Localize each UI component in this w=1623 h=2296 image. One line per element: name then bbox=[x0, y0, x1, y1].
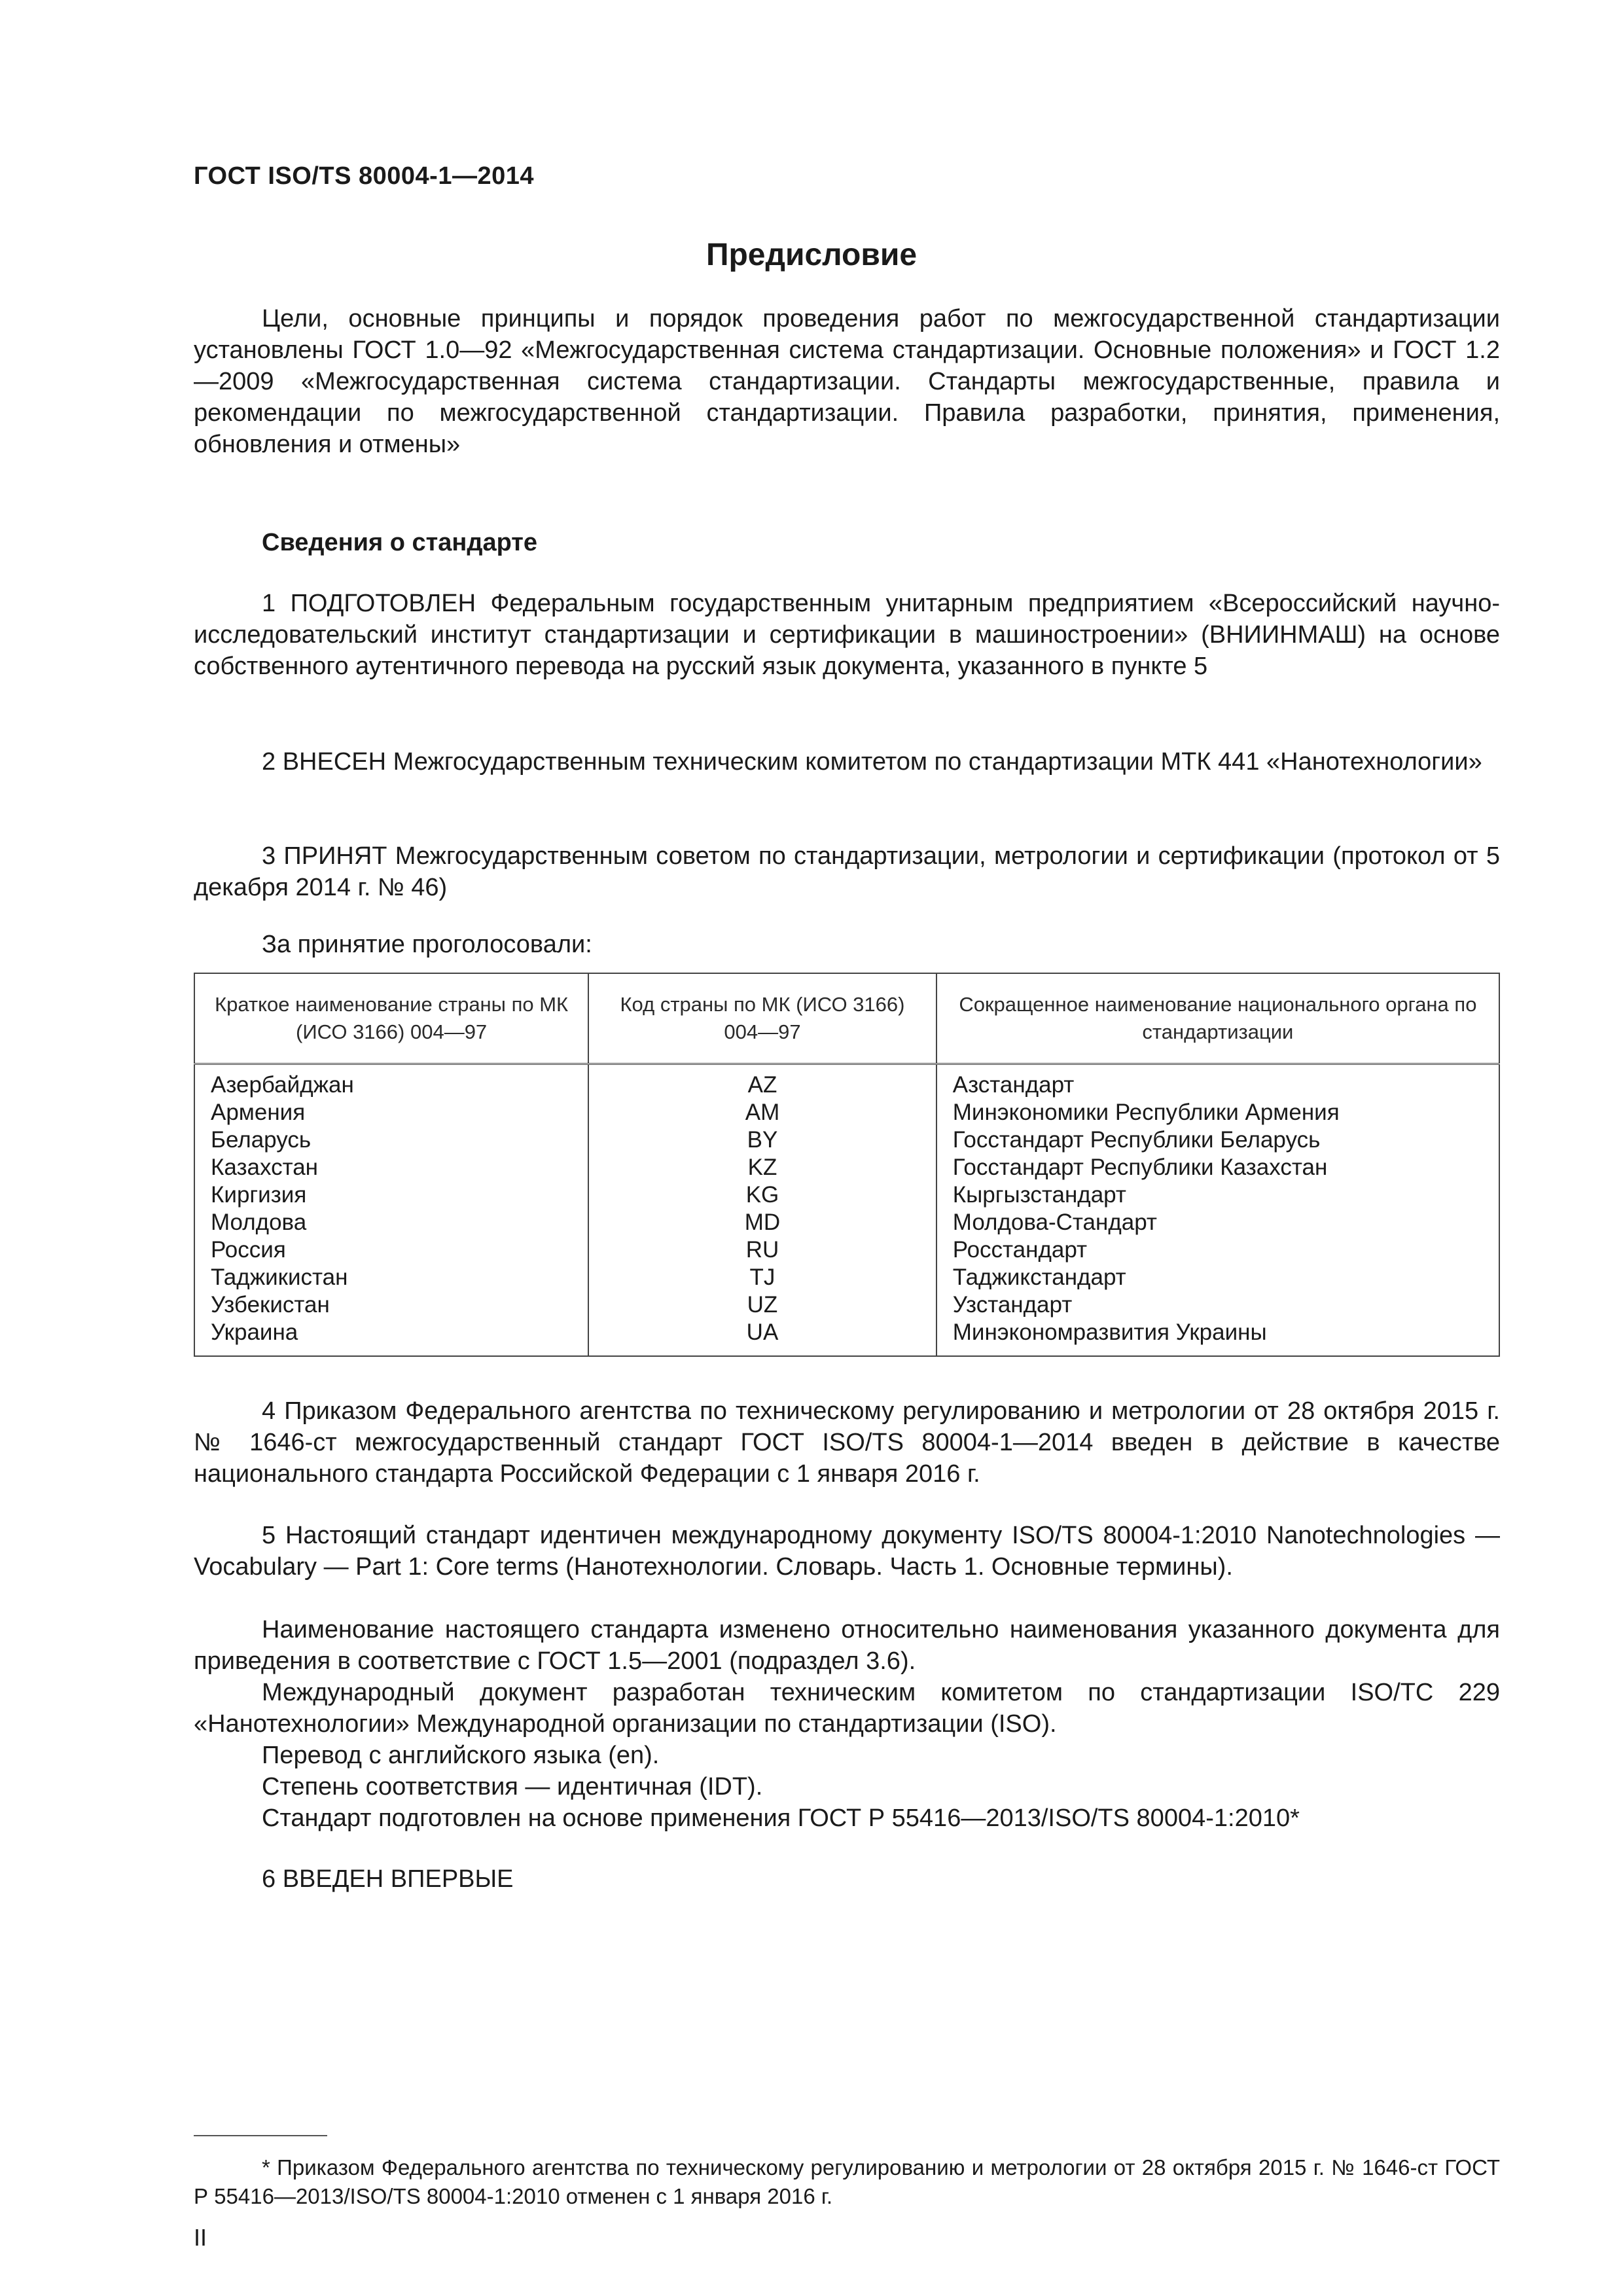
preface-title: Предисловие bbox=[705, 238, 918, 272]
table-cell: KZ bbox=[747, 1155, 777, 1180]
table-cell: UZ bbox=[747, 1292, 778, 1318]
table-cell: Минэкономразвития Украины bbox=[952, 1319, 1267, 1345]
page-number: II bbox=[194, 2224, 207, 2251]
table-cell: Госстандарт Республики Казахстан bbox=[952, 1155, 1328, 1180]
table-cell: Таджикстандарт bbox=[952, 1265, 1126, 1290]
preface-paragraph: Цели, основные принципы и порядок проведения работ по межгосударственной стандартизации установлены ГОСТ 1.0—92 «Межгосударственная система стандартизации. Основные положения» и ГОСТ 1.2—2009 «Межгосударственная система стандартизации. Стандарты межгосударственные, правила и рекомендации по межгосударственной стандартизации. Правила разработки, принятия, применения, обновления и отмены» bbox=[194, 305, 1500, 458]
info-item-4: 4 Приказом Федерального агентства по техническому регулированию и метрологии от 28 октября 2015 г. № 1646-ст межгосударственный стандарт ГОСТ ISO/TS 80004-1—2014 введен в действие в качестве национального стандарта Российской Федерации с 1 января 2016 г. bbox=[194, 1397, 1500, 1488]
voting-countries-table bbox=[194, 973, 1500, 1357]
vote-intro: За принятие проголосовали: bbox=[262, 931, 592, 958]
table-cell: BY bbox=[747, 1127, 778, 1153]
table-cell: Казахстан bbox=[211, 1155, 319, 1180]
info-item-5-paragraph-2: Наименование настоящего стандарта изменено относительно наименования указанного документа для приведения в соответствие с ГОСТ 1.5—2001 (подраздел 3.6). bbox=[194, 1616, 1500, 1675]
table-cell: KG bbox=[745, 1182, 779, 1208]
info-item-5-paragraph-6: Стандарт подготовлен на основе применения ГОСТ Р 55416—2013/ISO/TS 80004-1:2010* bbox=[262, 1804, 1300, 1832]
table-cell: TJ bbox=[749, 1265, 776, 1290]
table-cell: UA bbox=[746, 1319, 779, 1345]
table-cell: Украина bbox=[211, 1319, 298, 1345]
table-cell: Киргизия bbox=[211, 1182, 307, 1208]
info-item-3: 3 ПРИНЯТ Межгосударственным советом по стандартизации, метрологии и сертификации (протокол от 5 декабря 2014 г. № 46) bbox=[194, 842, 1500, 901]
info-item-5-paragraph-3: Международный документ разработан техническим комитетом по стандартизации ISO/TC 229 «Нанотехнологии» Международной организации по стандартизации (ISO). bbox=[194, 1679, 1500, 1738]
table-cell: Госстандарт Республики Беларусь bbox=[952, 1127, 1321, 1153]
table-header-code: Код страны по МК (ИСО 3166) 004—97 bbox=[588, 973, 936, 1064]
table-cell: Россия bbox=[211, 1237, 286, 1263]
info-item-5: 5 Настоящий стандарт идентичен международному документу ISO/TS 80004-1:2010 Nanotechnologies — Vocabulary — Part 1: Core terms (Нанотехнологии. Словарь. Часть 1. Основные термины). bbox=[194, 1522, 1500, 1581]
footnote: * Приказом Федерального агентства по техническому регулированию и метрологии от 28 октября 2015 г. № 1646-ст ГОСТ Р 55416—2013/ISO/TS 80004-1:2010 отменен с 1 января 2016 г. bbox=[194, 2155, 1500, 2208]
table-cell: Беларусь bbox=[211, 1127, 312, 1153]
table-cell: Таджикистан bbox=[211, 1265, 348, 1290]
table-column-code bbox=[588, 1064, 936, 1357]
table-cell: Азстандарт bbox=[952, 1072, 1075, 1098]
table-cell: AM bbox=[745, 1100, 780, 1125]
table-cell: Узбекистан bbox=[211, 1292, 330, 1318]
table-header-body: Сокращенное наименование национального органа по стандартизации bbox=[936, 973, 1499, 1064]
table-cell: Азербайджан bbox=[211, 1072, 354, 1098]
table-cell: MD bbox=[744, 1210, 781, 1235]
table-header-country: Краткое наименование страны по МК (ИСО 3166) 004—97 bbox=[194, 973, 588, 1064]
table-cell: Молдова-Стандарт bbox=[952, 1210, 1157, 1235]
document-code-header: ГОСТ ISO/TS 80004-1—2014 bbox=[194, 162, 534, 190]
info-item-5-paragraph-4: Перевод с английского языка (en). bbox=[262, 1742, 660, 1769]
footnote-divider bbox=[194, 2135, 327, 2136]
table-cell: Минэкономики Республики Армения bbox=[952, 1100, 1340, 1125]
info-item-6: 6 ВВЕДЕН ВПЕРВЫЕ bbox=[262, 1865, 514, 1893]
info-item-1: 1 ПОДГОТОВЛЕН Федеральным государственным унитарным предприятием «Всероссийский научно-исследовательский институт стандартизации и сертификации в машиностроении» (ВНИИНМАШ) на основе собственного аутентичного перевода на русский язык документа, указанного в пункте 5 bbox=[194, 590, 1500, 680]
table-column-country bbox=[194, 1064, 588, 1357]
standard-info-heading: Сведения о стандарте bbox=[262, 529, 538, 556]
table-cell: AZ bbox=[747, 1072, 777, 1098]
table-cell: Молдова bbox=[211, 1210, 307, 1235]
table-column-body bbox=[936, 1064, 1499, 1357]
info-item-2: 2 ВНЕСЕН Межгосударственным техническим комитетом по стандартизации МТК 441 «Нанотехнологии» bbox=[262, 748, 1482, 776]
table-cell: Армения bbox=[211, 1100, 306, 1125]
table-cell: Узстандарт bbox=[952, 1292, 1073, 1318]
table-cell: RU bbox=[745, 1237, 779, 1263]
table-cell: Росстандарт bbox=[952, 1237, 1088, 1263]
table-cell: Кыргызстандарт bbox=[952, 1182, 1126, 1208]
info-item-5-paragraph-5: Степень соответствия — идентичная (IDT). bbox=[262, 1773, 763, 1801]
